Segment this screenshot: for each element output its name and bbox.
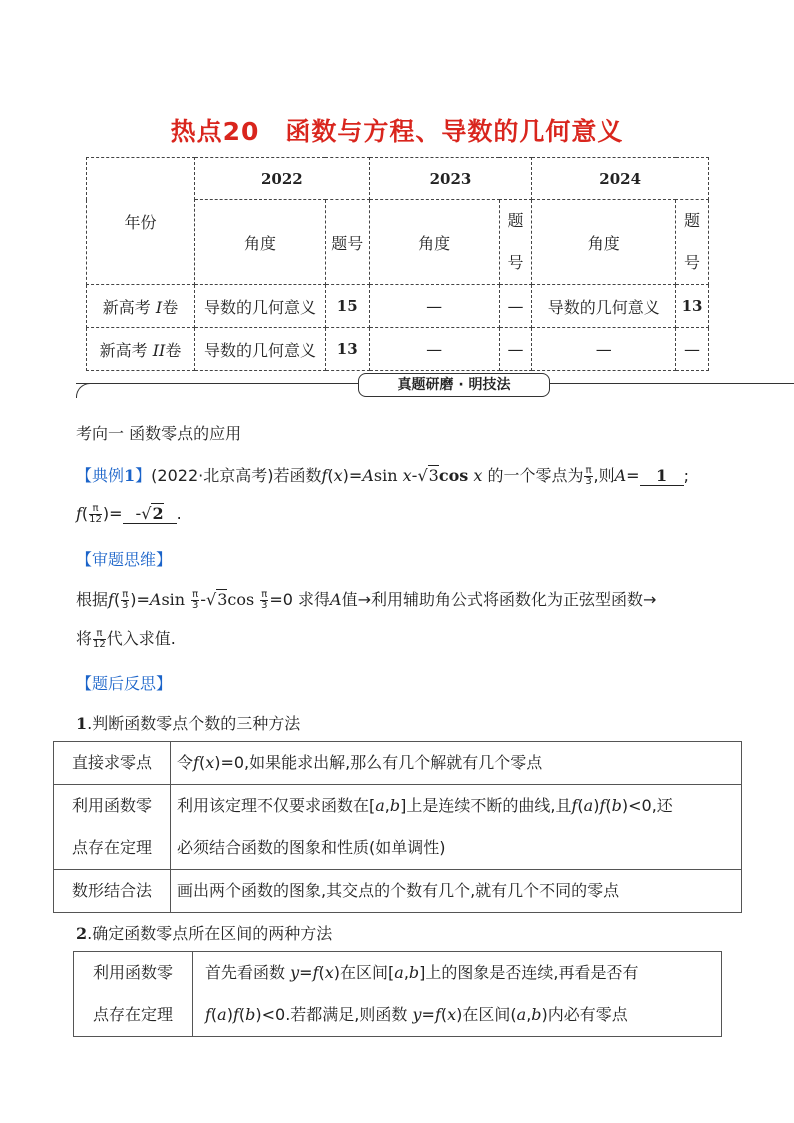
cell: 导数的几何意义 bbox=[532, 285, 676, 328]
method-name: 数形结合法 bbox=[54, 870, 171, 913]
method-name: 利用函数零 点存在定理 bbox=[54, 785, 171, 870]
zero-count-methods-table bbox=[53, 741, 742, 913]
row-label: 新高考 II卷 bbox=[87, 328, 195, 371]
method-desc: 利用该定理不仅要求函数在[a,b]上是连续不断的曲线,且f(a)f(b)<0,还 必须结合函数的图象和性质(如单调性) bbox=[171, 785, 742, 870]
method-name: 直接求零点 bbox=[54, 742, 171, 785]
table-row bbox=[74, 952, 722, 1037]
cell: — bbox=[499, 328, 532, 371]
angle-header-2023: 角度 bbox=[369, 200, 499, 285]
method-desc: 首先看函数 y=f(x)在区间[a,b]上的图象是否连续,再看是否有 f(a)f(b)<0.若都满足,则函数 y=f(x)在区间(a,b)内必有零点 bbox=[193, 952, 722, 1037]
page-title: 热点20 函数与方程、导数的几何意义 bbox=[170, 117, 624, 146]
table-row bbox=[87, 328, 709, 371]
cell: — bbox=[532, 328, 676, 371]
cell: — bbox=[499, 285, 532, 328]
cell: — bbox=[369, 328, 499, 371]
method-1-title: 1.判断函数零点个数的三种方法 bbox=[76, 714, 301, 733]
example-1-part2: f( $\frac{\pi}{12}$ )= -√2 . bbox=[76, 503, 182, 525]
method-desc: 令f(x)=0,如果能求出解,那么有几个解就有几个零点 bbox=[171, 742, 742, 785]
answer-2: -√2 bbox=[123, 503, 177, 524]
angle-header-2022: 角度 bbox=[195, 200, 326, 285]
zero-interval-methods-table bbox=[73, 951, 722, 1037]
example-1: 【典例1】(2022·北京高考)若函数f(x)=Asin x-√3cos x 的一个零点为 $\frac{\pi}{3}$ ,则A= 1 ; bbox=[76, 465, 689, 487]
year-label: 年份 bbox=[87, 158, 195, 285]
think-line-1: 根据f( $\frac{\pi}{3}$ )=Asin $\frac{\pi}{3}$ -√3cos $\frac{\pi}{3}$ =0 求得A值→利用辅助角公式将函数化为正弦型函数→ bbox=[76, 589, 657, 611]
year-2022: 2022 bbox=[195, 158, 370, 200]
cell: — bbox=[676, 328, 709, 371]
think-tag: 【审题思维】 bbox=[76, 550, 173, 569]
year-table bbox=[86, 157, 709, 371]
table-row bbox=[54, 742, 742, 785]
row-label: 新高考 I卷 bbox=[87, 285, 195, 328]
cell: 导数的几何意义 bbox=[195, 285, 326, 328]
method-desc: 画出两个函数的图象,其交点的个数有几个,就有几个不同的零点 bbox=[171, 870, 742, 913]
method-name: 利用函数零 点存在定理 bbox=[74, 952, 193, 1037]
cell: 15 bbox=[325, 285, 369, 328]
year-2023: 2023 bbox=[369, 158, 532, 200]
think-line-2: 将 $\frac{\pi}{12}$ 代入求值. bbox=[76, 628, 176, 650]
year-2024: 2024 bbox=[532, 158, 709, 200]
qnum-header-2022: 题号 bbox=[325, 200, 369, 285]
angle-header-2024: 角度 bbox=[532, 200, 676, 285]
cell: 导数的几何意义 bbox=[195, 328, 326, 371]
answer-1: 1 bbox=[640, 466, 684, 486]
table-row bbox=[54, 870, 742, 913]
divider-curve bbox=[76, 383, 95, 398]
method-2-title: 2.确定函数零点所在区间的两种方法 bbox=[76, 924, 333, 943]
table-row bbox=[54, 785, 742, 870]
section-heading: 考向一 函数零点的应用 bbox=[76, 424, 242, 443]
cell: — bbox=[369, 285, 499, 328]
cell: 13 bbox=[676, 285, 709, 328]
cell: 13 bbox=[325, 328, 369, 371]
section-banner: 真题研磨 · 明技法 bbox=[358, 373, 550, 397]
reflect-tag: 【题后反思】 bbox=[76, 674, 173, 693]
table-row bbox=[87, 285, 709, 328]
qnum-header-2024: 题 号 bbox=[676, 200, 709, 285]
qnum-header-2023: 题 号 bbox=[499, 200, 532, 285]
